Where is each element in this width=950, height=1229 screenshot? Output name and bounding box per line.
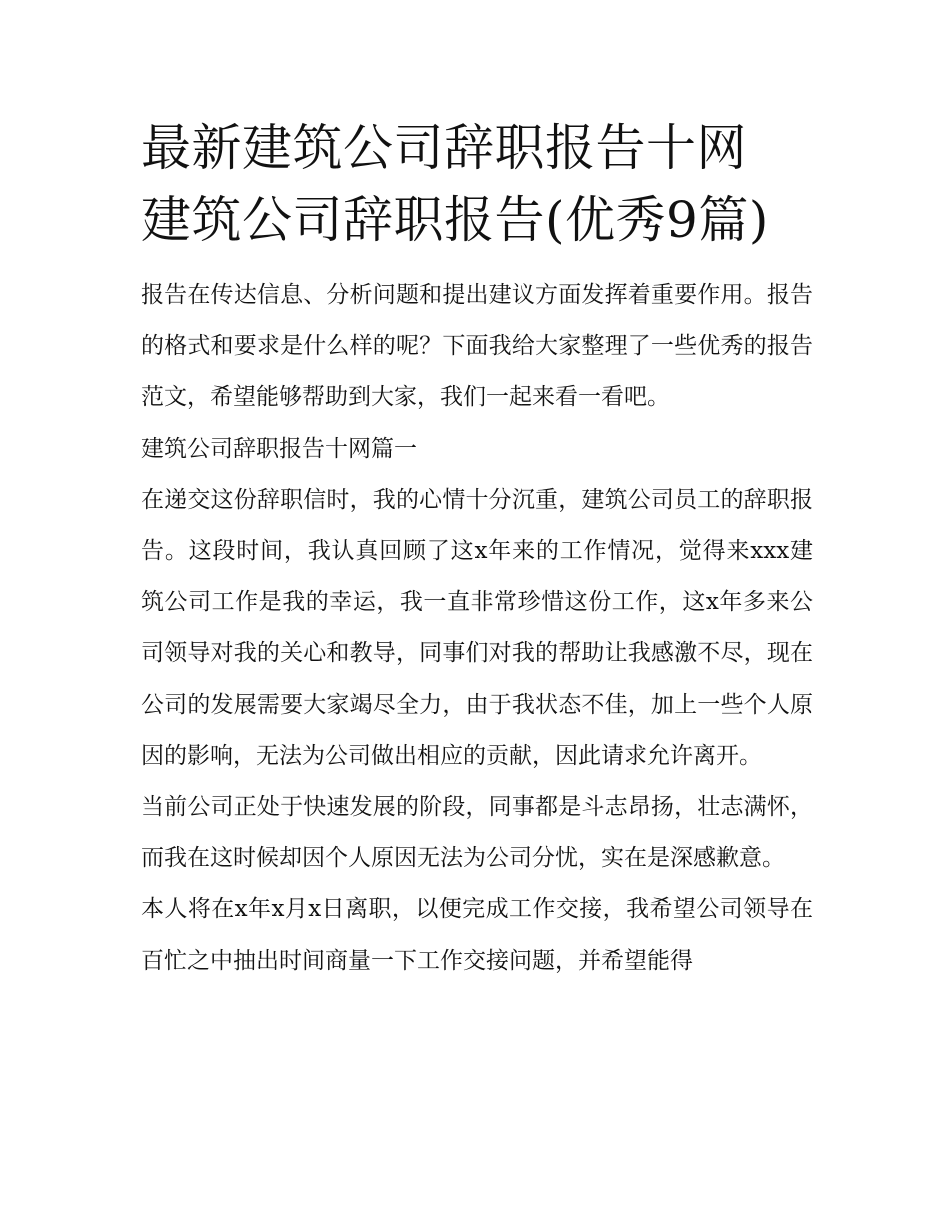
body-paragraph: 本人将在x年x月x日离职，以便完成工作交接，我希望公司领导在百忙之中抽出时间商量一下工作交接问题，并希望能得 bbox=[141, 896, 813, 974]
document-body bbox=[141, 270, 813, 987]
intro-paragraph: 报告在传达信息、分析问题和提出建议方面发挥着重要作用。报告的格式和要求是什么样的呢？下面我给大家整理了一些优秀的报告范文，希望能够帮助到大家，我们一起来看一看吧。 bbox=[141, 282, 813, 411]
body-paragraph: 当前公司正处于快速发展的阶段，同事都是斗志昂扬，壮志满怀，而我在这时候却因个人原因无法为公司分忧，实在是深感歉意。 bbox=[141, 794, 813, 872]
document-title: 最新建筑公司辞职报告十网 建筑公司辞职报告(优秀9篇) bbox=[141, 119, 769, 249]
body-paragraph: 在递交这份辞职信时，我的心情十分沉重，建筑公司员工的辞职报告。这段时间，我认真回顾了这x年来的工作情况，觉得来xxx建筑公司工作是我的幸运，我一直非常珍惜这份工作，这x年多来公司领导对我的关心和教导，同事们对我的帮助让我感激不尽，现在公司的发展需要大家竭尽全力，由于我状态不佳，加上一些个人原因的影响，无法为公司做出相应的贡献，因此请求允许离开。 bbox=[141, 486, 813, 769]
section-heading: 建筑公司辞职报告十网篇一 bbox=[141, 435, 417, 462]
document-page bbox=[141, 112, 813, 987]
